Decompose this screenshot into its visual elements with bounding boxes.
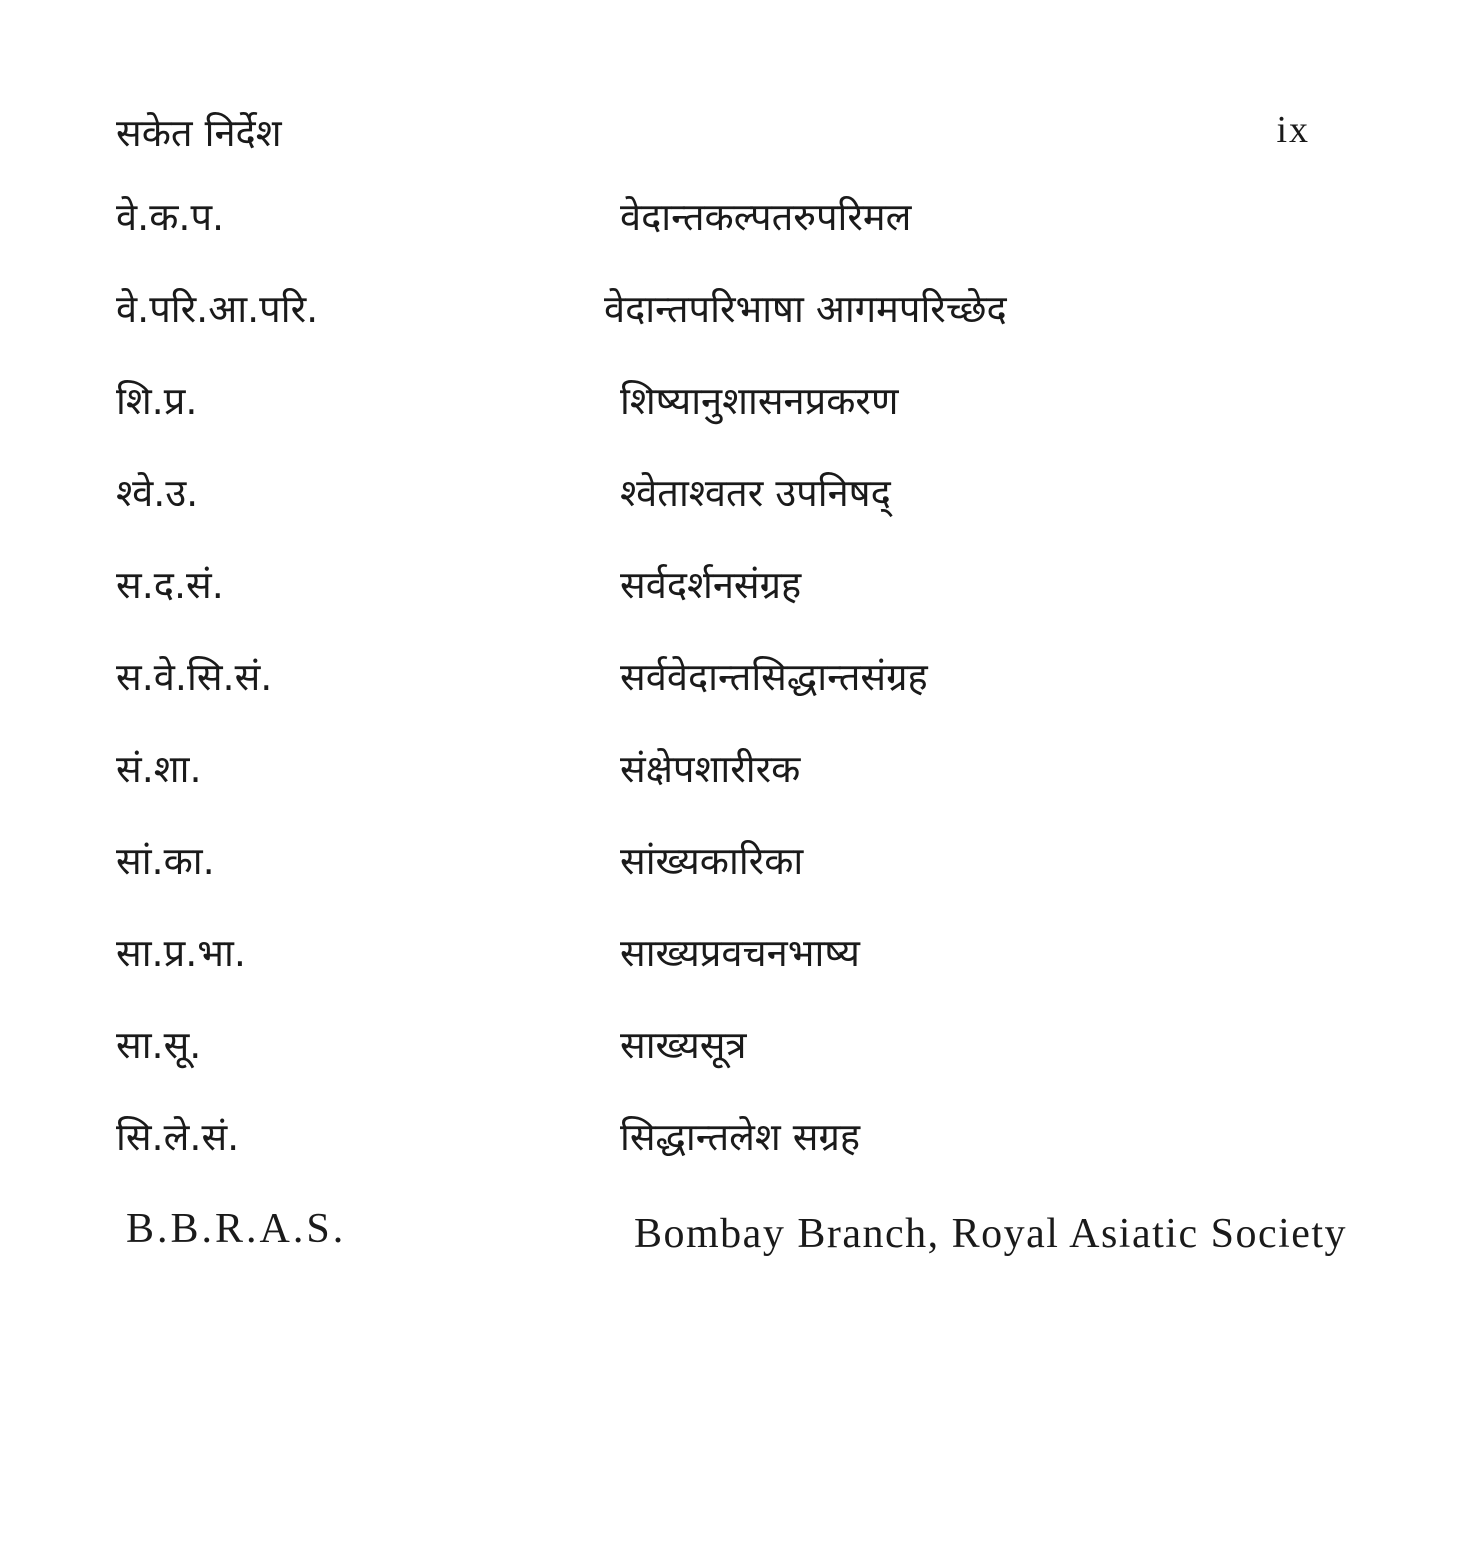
expansion: वेदान्तकल्पतरुपरिमल: [620, 195, 912, 239]
expansion: साख्यसूत्र: [620, 1023, 747, 1067]
abbreviation: सा.प्र.भा.: [116, 931, 246, 975]
expansion: सिद्धान्तलेश सग्रह: [620, 1115, 861, 1159]
abbreviation: सा.सू.: [116, 1023, 202, 1067]
expansion: सर्ववेदान्तसिद्धान्तसंग्रह: [620, 655, 928, 699]
abbreviation: शि.प्र.: [116, 379, 198, 423]
abbreviation: स.वे.सि.सं.: [116, 655, 273, 699]
abbreviation-entry: [0, 1205, 1476, 1345]
expansion: शिष्यानुशासनप्रकरण: [620, 379, 899, 423]
abbreviation-entry: [0, 926, 1476, 1006]
expansion: सांख्यकारिका: [620, 839, 804, 883]
page-title: सकेत निर्देश: [116, 111, 282, 155]
abbreviation: स.द.सं.: [116, 563, 224, 607]
expansion: Bombay Branch, Royal Asiatic Society: [634, 1211, 1348, 1257]
expansion: वेदान्तपरिभाषा आगमपरिच्छेद: [604, 287, 1007, 331]
expansion: संक्षेपशारीरक: [620, 747, 801, 791]
expansion: श्वेताश्वतर उपनिषद्: [620, 471, 891, 515]
abbreviation: B.B.R.A.S.: [126, 1206, 347, 1252]
page-header: [116, 100, 1310, 170]
abbreviation: सं.शा.: [116, 747, 202, 791]
abbreviation: वे.क.प.: [116, 195, 225, 239]
abbreviation: सां.का.: [116, 839, 215, 883]
expansion: सर्वदर्शनसंग्रह: [620, 563, 802, 607]
abbreviation-entry: [0, 834, 1476, 914]
abbreviation-entry: [0, 1110, 1476, 1190]
abbreviation: सि.ले.सं.: [116, 1115, 240, 1159]
abbreviation-entry: [0, 374, 1476, 454]
abbreviation: वे.परि.आ.परि.: [116, 287, 319, 331]
abbreviation-entry: [0, 466, 1476, 546]
page-number: ix: [1276, 109, 1310, 151]
abbreviation-entry: [0, 1018, 1476, 1098]
abbreviation-entry: [0, 650, 1476, 730]
abbreviation-entry: [0, 282, 1476, 362]
abbreviation-entry: [0, 190, 1476, 270]
expansion: साख्यप्रवचनभाष्य: [620, 931, 860, 975]
abbreviation-entry: [0, 558, 1476, 638]
abbreviation: श्वे.उ.: [116, 471, 199, 515]
abbreviation-entry: [0, 742, 1476, 822]
